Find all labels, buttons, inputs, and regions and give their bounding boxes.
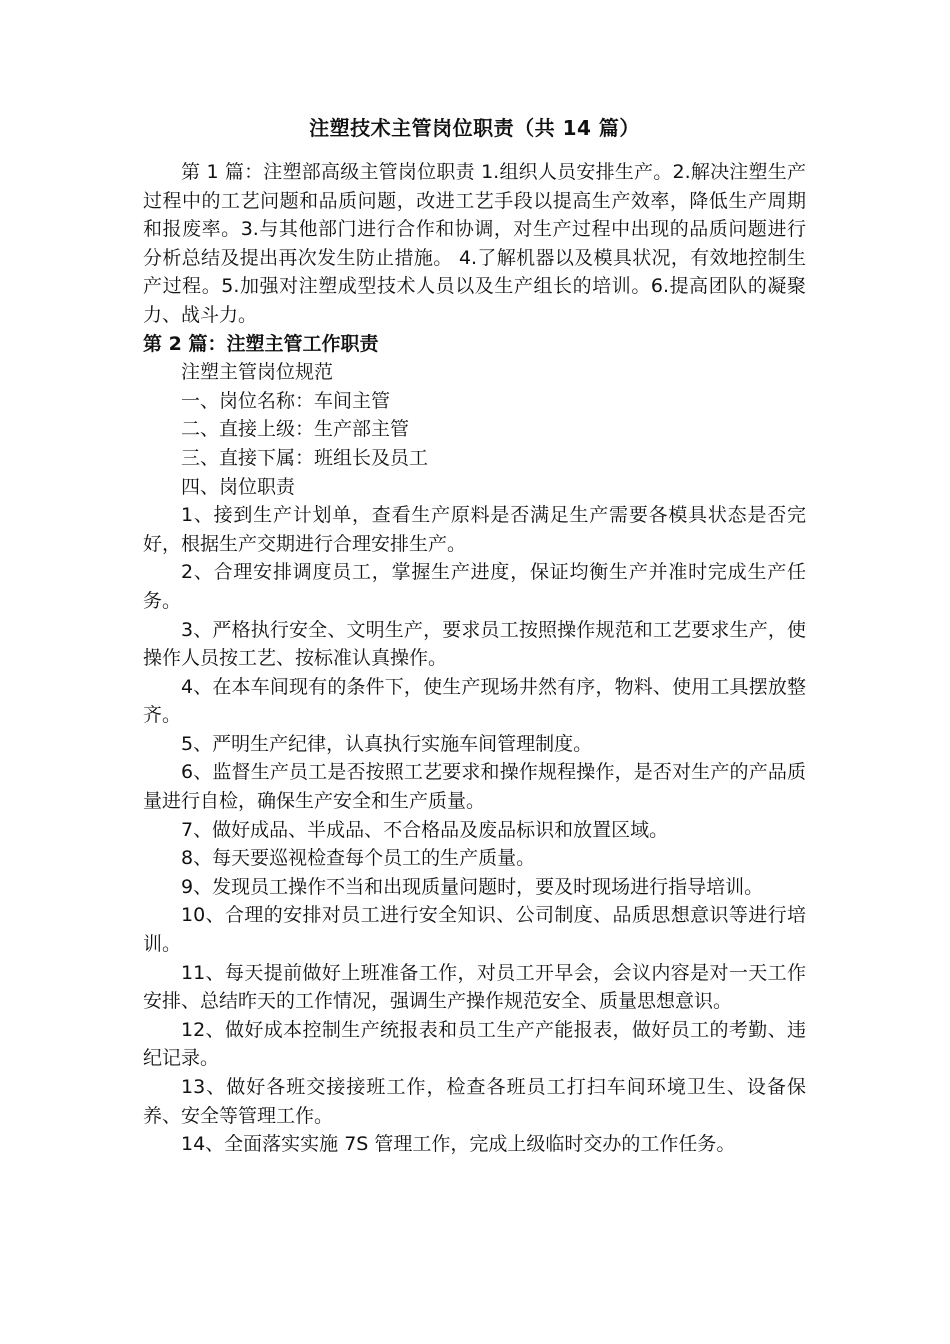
direct-subordinate-item: 三、直接下属：班组长及员工: [181, 446, 429, 469]
duty-item: 10、合理的安排对员工进行安全知识、公司制度、品质思想意识等进行培训。: [143, 904, 806, 956]
duty-item: 2、合理安排调度员工，掌握生产进度，保证均衡生产并准时完成生产任务。: [143, 561, 806, 612]
duty-list: [143, 501, 806, 1159]
duty-item: 8、每天要巡视检查每个员工的生产质量。: [181, 847, 536, 870]
document-title: 注塑技术主管岗位职责（共 14 篇）: [309, 116, 640, 140]
direct-superior-item: 二、直接上级：生产部主管: [181, 418, 410, 441]
article-2-subtitle: 注塑主管岗位规范: [181, 361, 334, 384]
document-page: [143, 112, 806, 1159]
duty-item: 9、发现员工操作不当和出现质量问题时，要及时现场进行指导培训。: [181, 875, 764, 898]
duty-item: 3、严格执行安全、文明生产，要求员工按照操作规范和工艺要求生产，使操作人员按工艺、按标准认真操作。: [143, 618, 806, 670]
duty-item: 12、做好成本控制生产统报表和员工生产产能报表，做好员工的考勤、违纪记录。: [143, 1018, 806, 1070]
article-1-body: 第 1 篇：注塑部高级主管岗位职责 1.组织人员安排生产。2.解决注塑生产过程中的工艺问题和品质问题，改进工艺手段以提高生产效率，降低生产周期和报废率。3.与其他部门进行合作和协调，对生产过程中出现的品质问题进行分析总结及提出再次发生防止措施。 4.了解机器以及模具状况，有效地控制生产过程。5.加强对注塑成型技术人员以及生产组长的培训。6.提高团队的凝聚力、战斗力。: [143, 161, 806, 326]
duties-heading-item: 四、岗位职责: [181, 475, 296, 498]
duty-item: 14、全面落实实施 7S 管理工作，完成上级临时交办的工作任务。: [181, 1133, 736, 1156]
duty-item: 5、严明生产纪律，认真执行实施车间管理制度。: [181, 732, 593, 755]
duty-item: 13、做好各班交接接班工作，检查各班员工打扫车间环境卫生、设备保养、安全等管理工作。: [143, 1076, 806, 1127]
position-name-item: 一、岗位名称：车间主管: [181, 389, 391, 412]
duty-item: 11、每天提前做好上班准备工作，对员工开早会，会议内容是对一天工作安排、总结昨天的工作情况，强调生产操作规范安全、质量思想意识。: [143, 961, 806, 1013]
duty-item: 6、监督生产员工是否按照工艺要求和操作规程操作，是否对生产的产品质量进行自检，确保生产安全和生产质量。: [143, 761, 806, 813]
position-meta-list: [143, 387, 806, 501]
duty-item: 1、接到生产计划单，查看生产原料是否满足生产需要各模具状态是否完好，根据生产交期进行合理安排生产。: [143, 504, 806, 555]
duty-item: 7、做好成品、半成品、不合格品及废品标识和放置区域。: [181, 818, 669, 841]
article-2-heading: 第 2 篇：注塑主管工作职责: [143, 332, 379, 355]
duty-item: 4、在本车间现有的条件下，使生产现场井然有序，物料、使用工具摆放整齐。: [143, 675, 806, 727]
